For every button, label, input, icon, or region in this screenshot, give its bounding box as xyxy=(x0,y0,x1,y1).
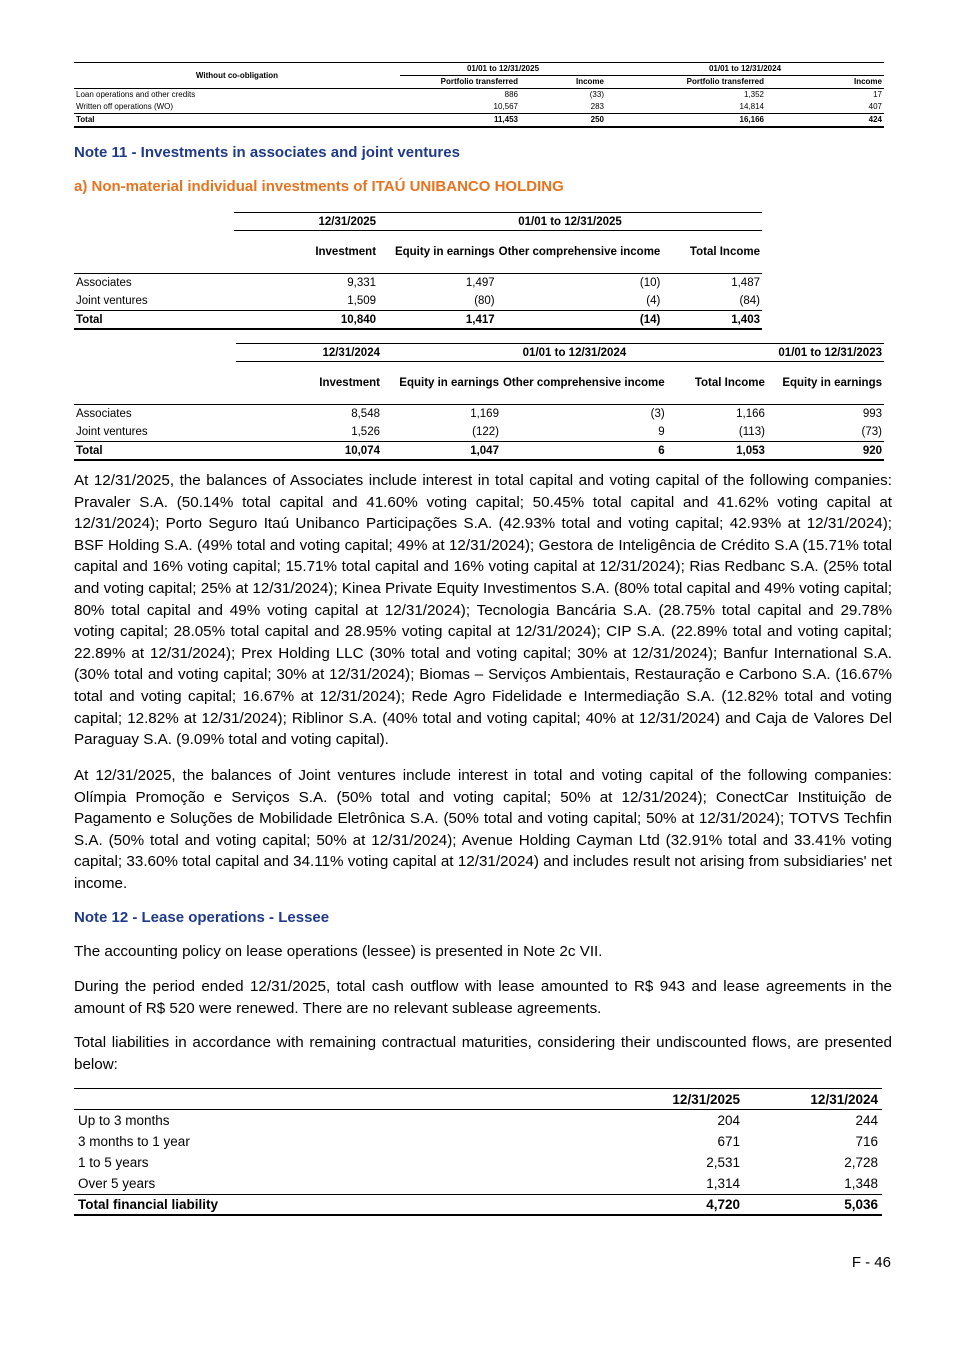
row-label: Loan operations and other credits xyxy=(76,90,196,99)
column-header: Investment xyxy=(234,231,378,274)
table-cell: 10,074 xyxy=(236,442,382,461)
table-cell: 1,497 xyxy=(465,277,495,289)
table-cell: 886 xyxy=(504,90,518,99)
associates-paragraph: At 12/31/2025, the balances of Associates include interest in total capital and voting capital of the following companies: Pravaler S.A. (50.14% total capital and 41.60% voting capital; 50.45% total capital and 41.62% voting capital at 12/31/2024); Porto Seguro Itaú Unibanco Participações S.A. (42.93% total and voting capital; 42.93% at 12/31/2024); BSF Holding S.A. (49% total and voting capital; 49% at 12/31/2024); Gestora de Inteligência de Crédito S.A (15.71% total capital and 16% voting capital; 15.71% total capital and 16% voting capital at 12/31/2024); Rias Redbanc S.A. (25% total and voting capital; 25% at 12/31/2024); Kinea Private Equity Investimentos S.A. (80% total capital and 49% voting capital; 80% total capital and 49% voting capital at 12/31/2024); Tecnologia Bancária S.A. (28.75% total capital and 29.78% voting capital; 28.05% total capital and 28.95% voting capital at 12/31/2024); CIP S.A. (22.89% total and voting capital; 22.89% at 12/31/2024); Prex Holding LLC (30% total and voting capital; 30% at 12/31/2024); Banfur International S.A. (30% total and voting capital; 30% at 12/31/2024); Biomas – Serviços Ambientais, Restauração e Carbono S.A. (16.67% total and voting capital; 16.67% at 12/31/2024); Rede Agro Fidelidade e Intermediação S.A. (12.82% total and voting capital; 12.82% at 12/31/2024); Riblinor S.A. (40% total and voting capital; 40% at 12/31/2024) and Caja de Valores Del Paraguay S.A. (9.09% total and voting capital). xyxy=(74,472,892,749)
table-cell: 6 xyxy=(501,442,667,461)
table-cell: 1,352 xyxy=(743,90,764,99)
table-row xyxy=(74,1110,882,1132)
page-number: F - 46 xyxy=(851,1254,891,1271)
row-label: 1 to 5 years xyxy=(78,1155,149,1170)
securitization-table xyxy=(74,62,884,128)
column-header: Equity in earnings xyxy=(378,231,497,274)
table-cell: 1,487 xyxy=(731,277,760,289)
table-cell: 1,047 xyxy=(382,442,501,461)
table-cell: 2,728 xyxy=(844,1155,878,1170)
note-12-title: Note 12 - Lease operations - Lessee xyxy=(74,909,330,926)
group-header-2024: 01/01 to 12/31/2024 xyxy=(606,63,884,76)
table-cell: 2,531 xyxy=(706,1155,740,1170)
total-row xyxy=(74,442,884,461)
row-label: 3 months to 1 year xyxy=(78,1134,190,1149)
table-cell: (122) xyxy=(472,426,499,438)
table-row xyxy=(74,1173,882,1195)
period-header: 01/01 to 12/31/2025 xyxy=(378,213,762,231)
table-cell: 250 xyxy=(520,114,606,128)
row-label: Written off operations (WO) xyxy=(76,102,174,111)
table-cell: 1,403 xyxy=(662,311,762,330)
table-cell: 17 xyxy=(873,90,882,99)
table-cell: (84) xyxy=(739,295,760,307)
table-cell: 1,169 xyxy=(470,408,499,420)
table-cell: 1,526 xyxy=(351,426,380,438)
row-label: Total financial liability xyxy=(74,1195,606,1216)
total-row xyxy=(74,114,884,128)
table-cell: (4) xyxy=(646,295,661,307)
table-cell: (80) xyxy=(474,295,495,307)
note-11-subtitle: a) Non-material individual investments of ITAÚ UNIBANCO HOLDING xyxy=(74,178,564,195)
column-header: 12/31/2024 xyxy=(744,1089,882,1110)
table-cell: (113) xyxy=(738,426,765,438)
table-cell: 1,417 xyxy=(378,311,497,330)
row-label: Total xyxy=(74,442,236,461)
table-cell: 244 xyxy=(855,1113,878,1128)
table-cell: (3) xyxy=(650,408,665,420)
table-cell: 8,548 xyxy=(351,408,380,420)
table-cell: (14) xyxy=(497,311,663,330)
row-label: Over 5 years xyxy=(78,1176,156,1191)
period-header: 01/01 to 12/31/2024 xyxy=(382,344,767,362)
date-header: 12/31/2025 xyxy=(234,213,378,231)
column-header: Income xyxy=(766,76,884,89)
row-label: Total xyxy=(74,311,234,330)
row-label: Joint ventures xyxy=(76,426,148,438)
column-header: Portfolio transferred xyxy=(400,76,520,89)
joint-ventures-paragraph: At 12/31/2025, the balances of Joint ventures include interest in total and voting capital of the following companies: Olímpia Promoção e Serviços S.A. (50% total and voting capital; 50% at 12/31/2024); ConectCar Instituição de Pagamento e Soluções de Mobilidade Eletrônica S.A. (50% total and voting capital; 50% at 12/31/2024); TOTVS Techfin S.A. (50% total and voting capital; 50% at 12/31/2024); Avenue Holding Cayman Ltd (32.91% total and 33.41% voting capital; 33.60% total capital and 34.11% voting capital at 12/31/2024) and includes result not arising from subsidiaries' net income. xyxy=(74,767,892,892)
liabilities-paragraph: Total liabilities in accordance with remaining contractual maturities, considering their undiscounted flows, are presented below: xyxy=(74,1034,892,1073)
column-header: Total Income xyxy=(662,231,762,274)
table-row xyxy=(74,423,884,442)
table-row xyxy=(74,101,884,114)
column-header: Equity in earnings xyxy=(767,362,884,405)
column-header: Equity in earnings xyxy=(382,362,501,405)
column-header: Portfolio transferred xyxy=(606,76,766,89)
table-row xyxy=(74,1152,882,1173)
table-cell: 283 xyxy=(590,102,604,111)
column-header: Other comprehensive income xyxy=(497,231,663,274)
cash-outflow-paragraph: During the period ended 12/31/2025, total cash outflow with lease amounted to R$ 943 and lease agreements in the amount of R$ 520 were renewed. There are no relevant sublease agreements. xyxy=(74,978,892,1017)
total-row xyxy=(74,311,762,330)
column-header: Income xyxy=(520,76,606,89)
table-cell: 14,814 xyxy=(739,102,764,111)
table-cell: 1,053 xyxy=(667,442,767,461)
row-label: Associates xyxy=(76,408,132,420)
table-cell: 204 xyxy=(717,1113,740,1128)
row-label: Associates xyxy=(76,277,132,289)
table-cell: 4,720 xyxy=(606,1195,744,1216)
table-row xyxy=(74,274,762,293)
table-cell: 1,348 xyxy=(844,1176,878,1191)
note-11-title: Note 11 - Investments in associates and joint ventures xyxy=(74,144,460,161)
table-cell: 1,314 xyxy=(706,1176,740,1191)
row-label: Total xyxy=(74,114,400,128)
table-cell: (33) xyxy=(589,90,604,99)
table-cell: 716 xyxy=(855,1134,878,1149)
column-header: 12/31/2025 xyxy=(606,1089,744,1110)
table-cell: 11,453 xyxy=(400,114,520,128)
group-header-2025: 01/01 to 12/31/2025 xyxy=(400,63,606,76)
table-cell: 993 xyxy=(862,408,882,420)
policy-paragraph: The accounting policy on lease operations (lessee) is presented in Note 2c VII. xyxy=(74,943,603,960)
total-row xyxy=(74,1195,882,1216)
investments-table-2025 xyxy=(74,212,762,330)
table-cell: 671 xyxy=(717,1134,740,1149)
table-cell: 1,166 xyxy=(736,408,765,420)
table-cell: 9 xyxy=(658,426,665,438)
table-row xyxy=(74,405,884,424)
investments-table-2024 xyxy=(74,343,884,461)
table-cell: 424 xyxy=(766,114,884,128)
row-label: Joint ventures xyxy=(76,295,148,307)
table-cell: 10,567 xyxy=(493,102,518,111)
table-cell: 407 xyxy=(868,102,882,111)
lease-liabilities-table xyxy=(74,1088,882,1216)
table-cell: 1,509 xyxy=(347,295,377,307)
table-cell: 920 xyxy=(767,442,884,461)
period-header-2023: 01/01 to 12/31/2023 xyxy=(767,344,884,362)
row-label: Up to 3 months xyxy=(78,1113,170,1128)
column-header: Other comprehensive income xyxy=(501,362,667,405)
table-row xyxy=(74,1131,882,1152)
table-cell: 16,166 xyxy=(606,114,766,128)
table-cell: (73) xyxy=(861,426,882,438)
table-cell: 5,036 xyxy=(744,1195,882,1216)
table-cell: (10) xyxy=(639,277,661,289)
corner-header: Without co-obligation xyxy=(74,63,400,89)
table-row xyxy=(74,89,884,102)
column-header: Investment xyxy=(236,362,382,405)
column-header: Total Income xyxy=(667,362,767,405)
date-header: 12/31/2024 xyxy=(236,344,382,362)
table-cell: 10,840 xyxy=(234,311,378,330)
table-cell: 9,331 xyxy=(347,277,377,289)
table-row xyxy=(74,292,762,311)
